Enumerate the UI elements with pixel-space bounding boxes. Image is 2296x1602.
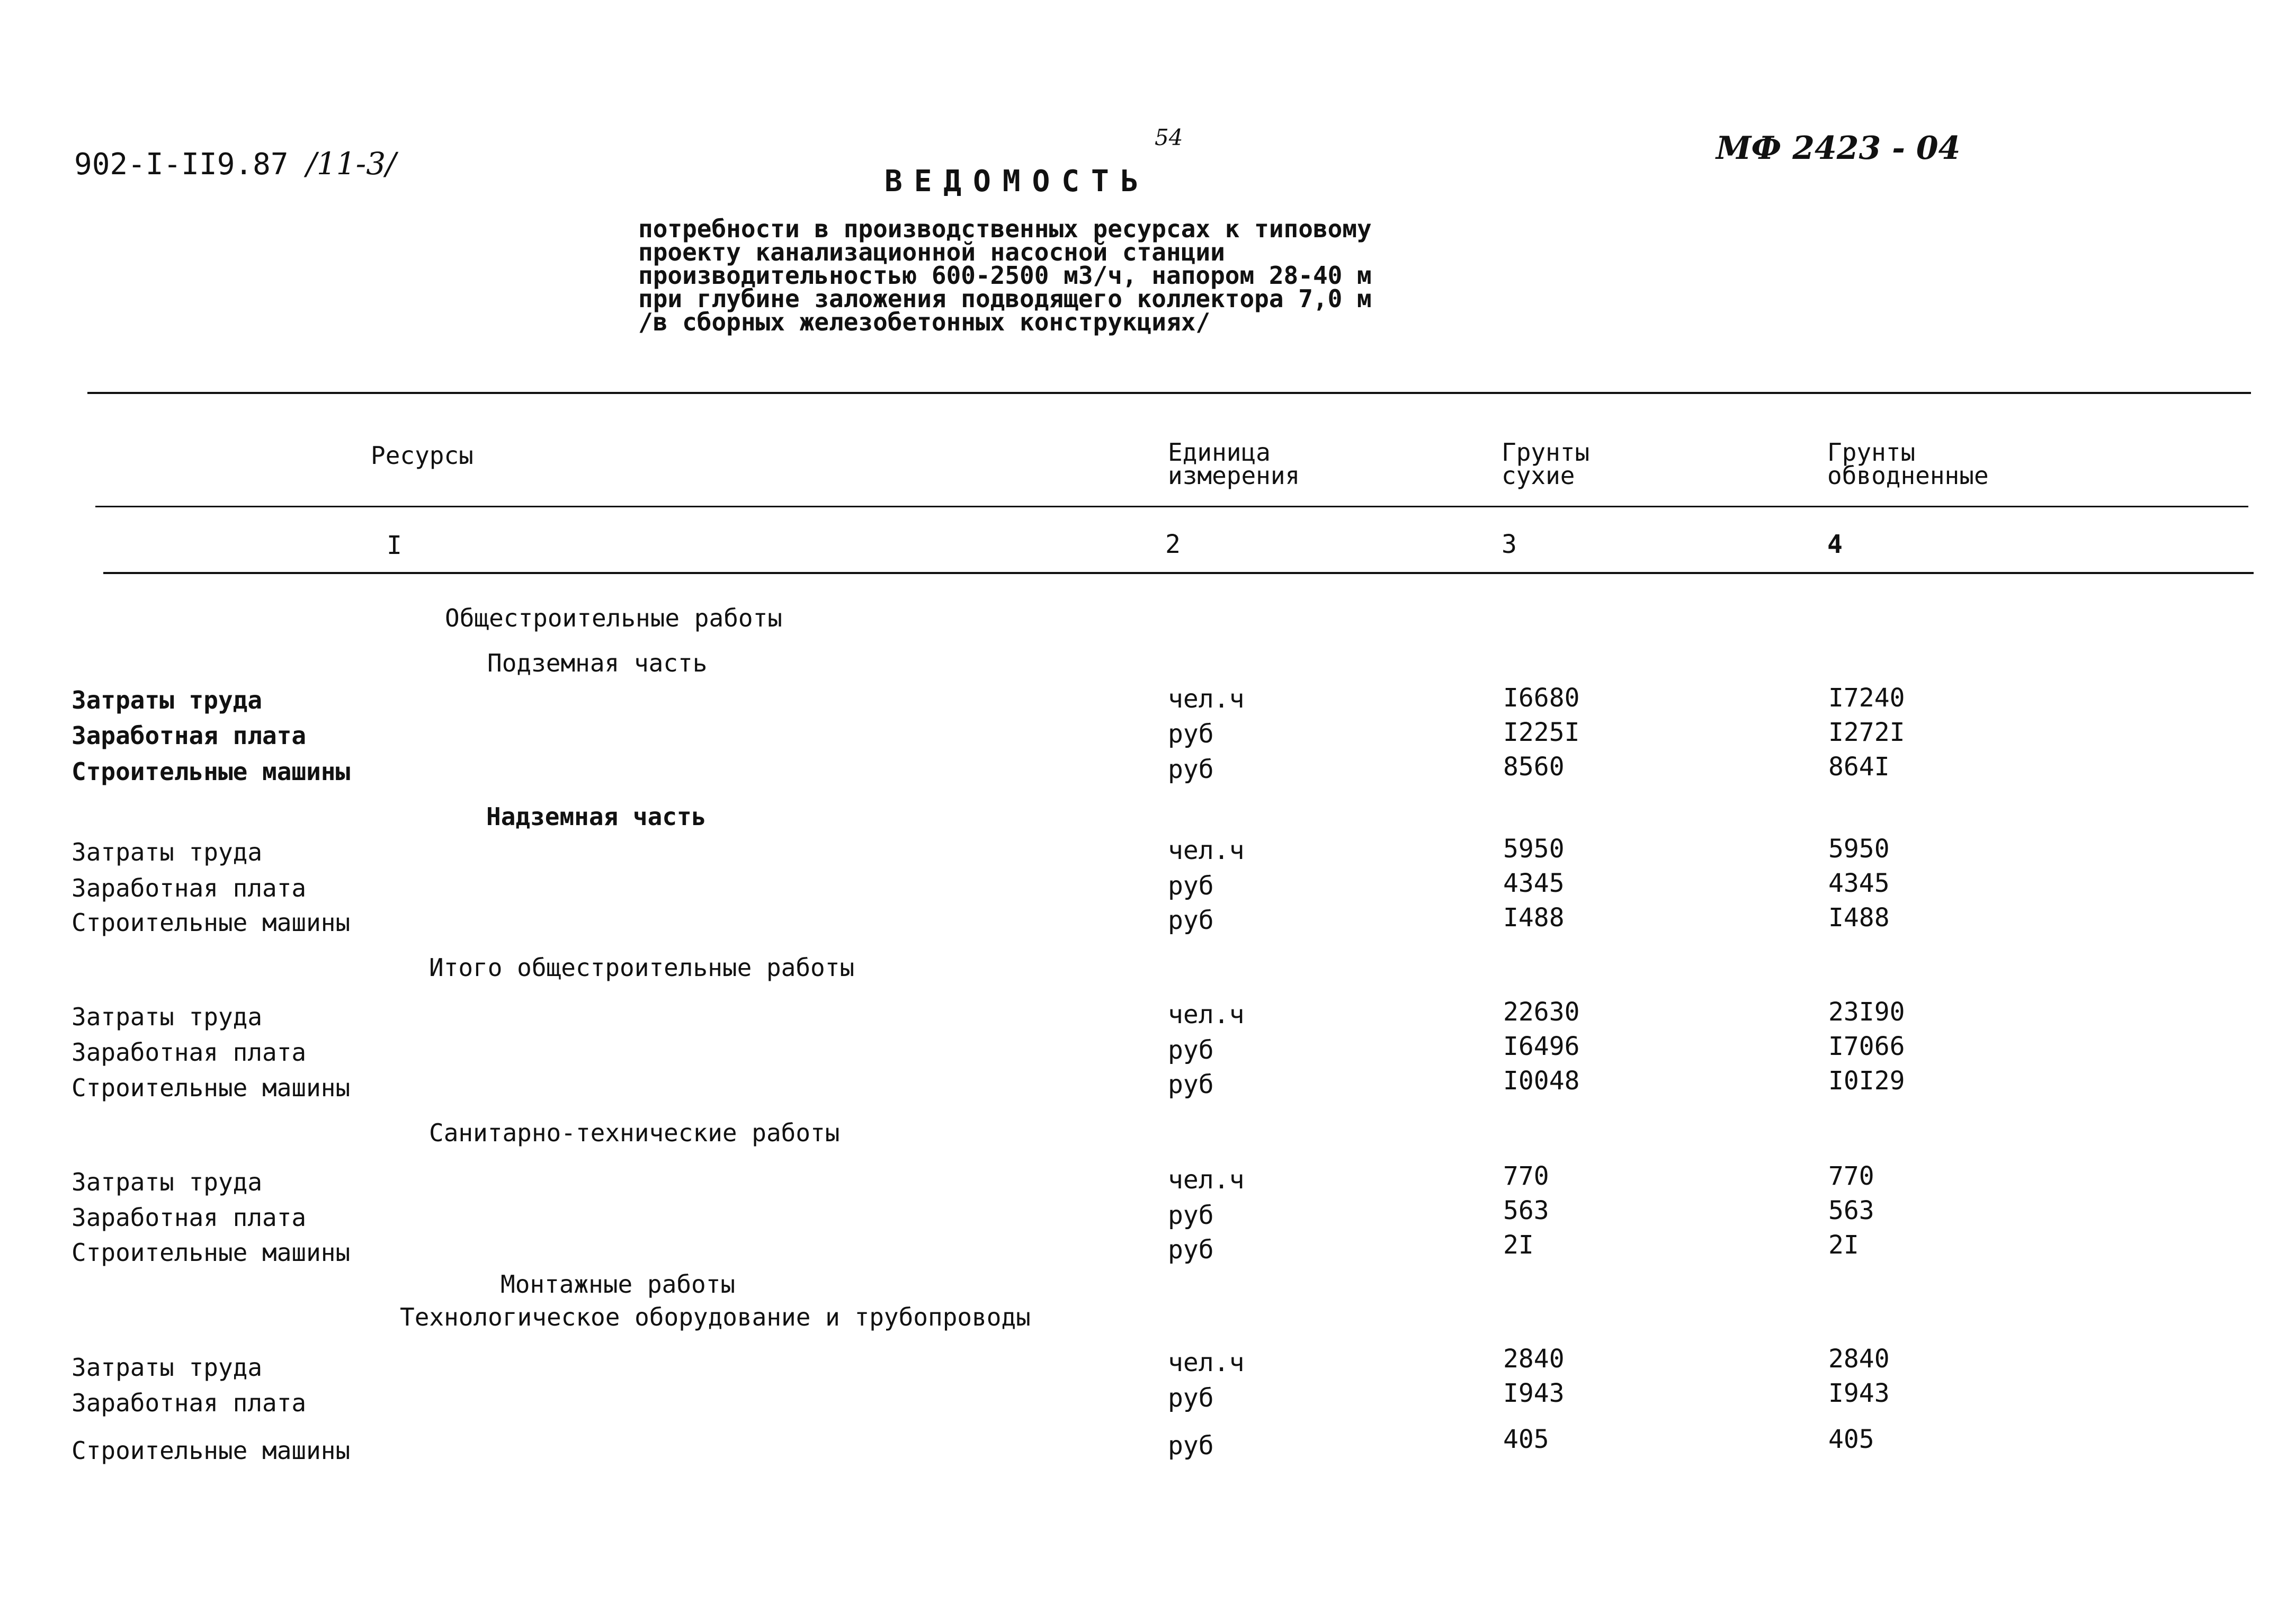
document-code — [74, 146, 396, 182]
dry-soil-cell: 563 — [1503, 1196, 1549, 1225]
wet-soil-cell: 563 — [1828, 1196, 1874, 1225]
wet-soil-cell: I488 — [1828, 903, 1890, 933]
unit-cell: руб — [1168, 906, 1214, 935]
wet-soil-cell: 4345 — [1828, 869, 1890, 898]
unit-cell: руб — [1168, 1431, 1214, 1461]
section-title: Надземная часть — [486, 802, 707, 831]
unit-cell: руб — [1168, 871, 1214, 901]
dry-soil-cell: I6680 — [1503, 683, 1580, 713]
dry-soil-cell: 2840 — [1503, 1344, 1565, 1374]
wet-soil-cell: 2I — [1828, 1230, 1859, 1260]
column-header-dry-soil-line: Грунты — [1502, 438, 1590, 467]
document-code-handwritten: /11-3/ — [306, 146, 396, 182]
section-title: Итого общестроительные работы — [429, 953, 855, 982]
unit-cell: чел.ч — [1168, 684, 1245, 714]
unit-cell: руб — [1168, 1201, 1214, 1230]
row-label: Затраты труда — [72, 1168, 263, 1196]
subtitle-line: потребности в производственных ресурсах к типовому — [638, 214, 1372, 243]
subtitle-line: проекту канализационной насосной станции — [638, 238, 1225, 266]
column-number: I — [387, 531, 402, 560]
column-number: 4 — [1827, 530, 1843, 559]
unit-cell: чел.ч — [1168, 1165, 1245, 1195]
wet-soil-cell: 405 — [1828, 1425, 1874, 1454]
row-label: Затраты труда — [72, 838, 263, 866]
document-title: ВЕДОМОСТЬ — [885, 164, 1150, 199]
table-top-rule — [87, 392, 2251, 394]
column-header-wet-soil-line: обводненные — [1827, 461, 1989, 490]
section-title: Общестроительные работы — [445, 604, 782, 632]
table-header-rule — [95, 506, 2248, 507]
dry-soil-cell: 5950 — [1503, 834, 1565, 864]
column-header-wet-soil — [1827, 438, 1989, 490]
wet-soil-cell: I7240 — [1828, 683, 1905, 713]
row-label: Заработная плата — [72, 1203, 307, 1232]
row-label: Строительные машины — [72, 1238, 351, 1267]
subtitle-line: производительностью 600-2500 м3/ч, напором 28-40 м — [638, 261, 1372, 290]
row-label: Строительные машины — [72, 757, 351, 786]
row-label: Затраты труда — [72, 1353, 263, 1382]
column-header-unit — [1168, 438, 1300, 490]
wet-soil-cell: 23I90 — [1828, 997, 1905, 1027]
dry-soil-cell: I225I — [1503, 718, 1580, 747]
column-number: 3 — [1502, 530, 1517, 559]
unit-cell: чел.ч — [1168, 836, 1245, 865]
column-header-unit-line: измерения — [1168, 461, 1300, 490]
section-title: Монтажные работы — [501, 1270, 736, 1299]
row-label: Заработная плата — [72, 721, 307, 750]
table-number-rule — [103, 572, 2254, 574]
unit-cell: руб — [1168, 1235, 1214, 1265]
dry-soil-cell: 405 — [1503, 1425, 1549, 1454]
dry-soil-cell: 4345 — [1503, 869, 1565, 898]
wet-soil-cell: I272I — [1828, 718, 1905, 747]
row-label: Строительные машины — [72, 1436, 351, 1465]
subtitle-line: при глубине заложения подводящего коллектора 7,0 м — [638, 284, 1372, 313]
row-label: Заработная плата — [72, 874, 307, 902]
page-number: 54 — [1155, 124, 1183, 150]
dry-soil-cell: I943 — [1503, 1379, 1565, 1408]
section-title: Подземная часть — [487, 649, 708, 677]
row-label: Строительные машины — [72, 1073, 351, 1102]
document-code-text: 902-I-II9.87 — [74, 147, 289, 182]
row-label: Затраты труда — [72, 1003, 263, 1031]
section-title: Технологическое оборудование и трубопроводы — [400, 1303, 1031, 1331]
wet-soil-cell: 5950 — [1828, 834, 1890, 864]
unit-cell: чел.ч — [1168, 1000, 1245, 1030]
wet-soil-cell: 2840 — [1828, 1344, 1890, 1374]
unit-cell: руб — [1168, 719, 1214, 749]
dry-soil-cell: I0048 — [1503, 1066, 1580, 1096]
wet-soil-cell: 864I — [1828, 752, 1890, 782]
wet-soil-cell: I7066 — [1828, 1032, 1905, 1061]
row-label: Заработная плата — [72, 1038, 307, 1067]
unit-cell: руб — [1168, 1070, 1214, 1099]
dry-soil-cell: 8560 — [1503, 752, 1565, 782]
dry-soil-cell: I488 — [1503, 903, 1565, 933]
section-title: Санитарно-технические работы — [429, 1118, 840, 1147]
document-subtitle — [638, 214, 1372, 336]
subtitle-line: /в сборных железобетонных конструкциях/ — [638, 308, 1211, 336]
wet-soil-cell: 770 — [1828, 1161, 1874, 1191]
unit-cell: руб — [1168, 755, 1214, 784]
dry-soil-cell: 2I — [1503, 1230, 1534, 1260]
dry-soil-cell: I6496 — [1503, 1032, 1580, 1061]
dry-soil-cell: 22630 — [1503, 997, 1580, 1027]
column-header-dry-soil-line: сухие — [1502, 461, 1575, 490]
unit-cell: руб — [1168, 1035, 1214, 1065]
registration-stamp: МФ 2423 - 04 — [1716, 130, 1961, 167]
dry-soil-cell: 770 — [1503, 1161, 1549, 1191]
row-label: Строительные машины — [72, 908, 351, 937]
wet-soil-cell: I943 — [1828, 1379, 1890, 1408]
column-header-unit-line: Единица — [1168, 438, 1271, 467]
row-label: Заработная плата — [72, 1389, 307, 1417]
unit-cell: руб — [1168, 1383, 1214, 1413]
column-header-wet-soil-line: Грунты — [1827, 438, 1916, 467]
column-header-resources: Ресурсы — [371, 441, 474, 470]
unit-cell: чел.ч — [1168, 1348, 1245, 1377]
row-label: Затраты труда — [72, 686, 263, 714]
wet-soil-cell: I0I29 — [1828, 1066, 1905, 1096]
column-number: 2 — [1165, 530, 1181, 559]
column-header-dry-soil — [1502, 438, 1590, 490]
